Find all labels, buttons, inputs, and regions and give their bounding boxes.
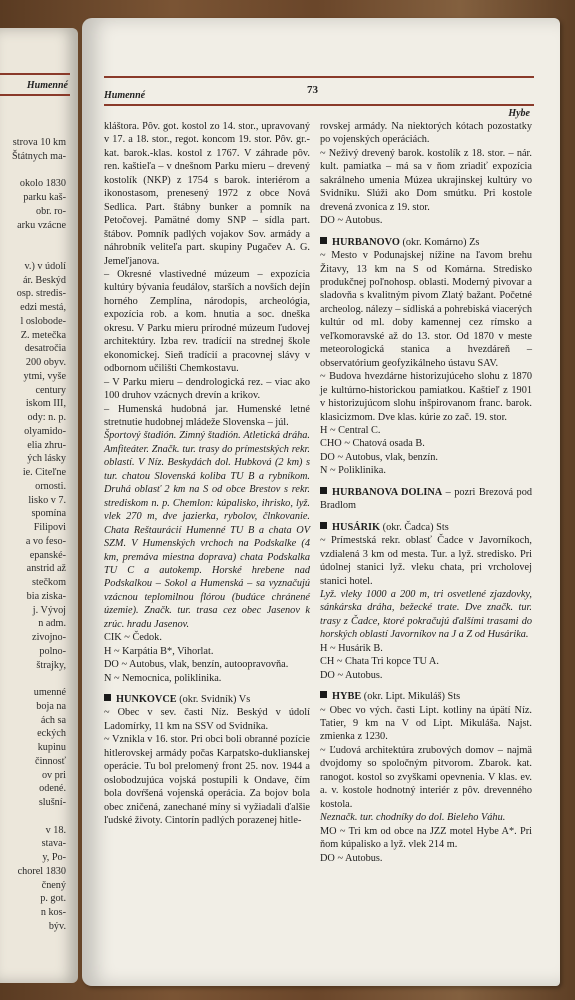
- paragraph: DO ~ Autobus.: [320, 215, 383, 227]
- left-page-line: ár. Beskýd: [22, 274, 66, 286]
- left-page-line: býv.: [48, 920, 66, 932]
- paragraph: rovskej armády. Na niektorých kótach pozostatky po vojenských operáciách.: [320, 121, 532, 146]
- entry-title: HUNKOVCE: [116, 694, 177, 706]
- left-page-line: epanské-: [29, 549, 66, 561]
- left-page: [0, 28, 78, 983]
- left-page-line: kupinu: [37, 742, 66, 753]
- paragraph: CHO ~ Chatová osada B.: [320, 438, 425, 450]
- paragraph: N ~ Nemocnica, poliklinika.: [104, 672, 222, 684]
- left-page-text: [0, 136, 72, 934]
- header-rule-bottom: [104, 104, 534, 106]
- left-page-line: bia ziska-: [26, 590, 66, 602]
- paragraph: CH ~ Chata Tri kopce TU A.: [320, 656, 439, 668]
- text-column-right: [320, 120, 532, 865]
- paragraph: ~ Prímestská rekr. oblasť Čadce v Javorníkoch, vzdialená 3 km od mesta. Tur. a lyž. stredisko. Pri údolnej stanici lyž. vleku chata, pri vrcholovej stanici hotel.: [320, 535, 532, 587]
- left-page-line: desatročia: [24, 343, 66, 355]
- paragraph: DO ~ Autobus, vlak, benzín.: [320, 451, 438, 463]
- entry-subtitle: (okr. Komárno) Zs: [399, 236, 480, 248]
- left-page-line: [0, 232, 66, 246]
- left-page-line: [0, 810, 66, 824]
- paragraph: Športový štadión. Zimný štadión. Atletická dráha. Amfiteáter. Značk. tur. trasy do prímestských rekr. oblastí. V Níz. Beskydách dol. Hubková (2 km) s tur. chatou Slovenská koliba TU B a rybníkom. Druhá oblasť 2 km na S od obce Brestov s rekr. strediskom n. p. Chemlon: kúpalisko, ihrisko, lyž. vlek 270 m, dve jazierka, rybolov, člnkovanie. Chata Reštaurácií Humenné TU B a chata OV SZM. V Humenských vrchoch na Podskalke (4 km, premáva miestna doprava) chata Podskalka TU C a autokemp. Horské hrebene nad Podskalkou – Sokol a Humenská – sa vyznačujú vzácnou teplomilnou flórou (budúce chránené územie). Značk. tur. trasa cez obec Jasenov k zrúc. hradu Jasenov.: [104, 430, 310, 630]
- entry-heading: [320, 690, 532, 703]
- paragraph: kláštora. Pôv. got. kostol zo 14. stor., upravovaný v 17. a 18. stor., regot. koncom 19. stor. Pôv. gr.-kat. barok.-klas. kostol z 1767. V záhrade pôv. ren. kaštieľa – v dnešnom Parku mieru – drevený kostolík (NKP) z 1754 s barok. interiérom a ikonostasom, prenesený 1972 z obce Nová Sedlica. Part. štábny bunker a pomník na Petočovej. Pamätné domy SNP – sídla part. štábov. Pomník padlých vojakov Sov. armády a náhrobník veliteľa part. skupiny Pugačev A. G. Jemeľjanova.: [104, 121, 310, 267]
- entry-title: HURBANOVA DOLINA: [332, 486, 443, 498]
- header-rule-top: [104, 76, 534, 78]
- entry-square-bullet-icon: [320, 237, 327, 244]
- paragraph: ~ Vznikla v 16. stor. Pri obci boli obranné pozície hitlerovskej armády počas Karpatsko-duklianskej operácie. Tu bol prelomený front 25. nov. 1944 a oslobodzujúca vojská postupili k Ondave, čím bola dovŕšená vojenská operácia. Za bojov bola obec zničená, zanechané míny si vyžiadali ďalšie ľudské životy. Cintorín padlých porazenej hitle-: [104, 734, 310, 827]
- left-page-line: čnený: [41, 879, 66, 891]
- paragraph: H ~ Karpátia B*, Vihorlat.: [104, 645, 214, 657]
- running-head-left: Humenné: [104, 90, 146, 101]
- left-page-line: ytmi, vyše: [23, 370, 66, 382]
- paragraph: DO ~ Autobus.: [320, 852, 383, 864]
- left-page-line: polno-: [39, 645, 66, 657]
- page-number: 73: [307, 84, 318, 96]
- left-page-line: činnosť: [35, 755, 66, 767]
- left-page-line: odené.: [39, 783, 66, 795]
- left-page-line: eckých: [37, 728, 66, 740]
- left-page-line: umenné: [33, 687, 66, 698]
- paragraph: – V Parku mieru – dendrologická rez. – viac ako 100 druhov vzácnych drevín a krikov.: [104, 376, 310, 402]
- entry-subtitle: (okr. Svidník) Vs: [176, 694, 251, 706]
- entry-square-bullet-icon: [320, 522, 327, 529]
- paragraph: Neznačk. tur. chodníky do dol. Bieleho Váhu.: [320, 812, 506, 824]
- paragraph: Lyž. vleky 1000 a 200 m, tri osvetlené zjazdovky, sánkárska dráha, bežecké trate. Dve značk. tur. trasy z Čadce, ktoré pokračujú ďalšími trasami do horských oblastí Javorníkov na J a Z od Husárika.: [320, 588, 532, 641]
- left-page-line: l oslobode-: [20, 315, 66, 327]
- left-page-line: stečkom: [32, 577, 66, 588]
- right-page: [82, 18, 560, 986]
- left-page-line: [0, 672, 66, 686]
- paragraph: ~ Ľudová architektúra zrubových domov – najmä dvojdomy so spoločným pitvorom. Zbarok. kat. ranogot. kostol so zvyškami opevnenia. V klas. ev. a. v. kostole hodnotný interiér z pôv. drevenného kostola.: [320, 744, 532, 810]
- left-page-line: ie. Citeľne: [22, 467, 66, 478]
- paragraph: DO ~ Autobus.: [320, 669, 383, 681]
- left-running-head: Humenné: [26, 80, 68, 91]
- left-header-rule: [0, 73, 70, 75]
- left-page-line: ody: n. p.: [27, 412, 66, 423]
- left-page-line: v.) v údolí: [24, 260, 66, 272]
- left-page-line: n kos-: [40, 907, 66, 918]
- left-page-line: Štátnych ma-: [11, 150, 66, 162]
- left-page-line: arku vzácne: [17, 219, 66, 231]
- entry-title: HURBANOVO: [332, 236, 400, 248]
- entry-subtitle: – pozri Brezová pod Bradlom: [320, 486, 532, 512]
- left-page-line: stava-: [41, 838, 66, 850]
- paragraph: – Humenská hudobná jar. Humenské letné stretnutie hudobnej mládeže Slovenska – júl.: [104, 403, 310, 428]
- paragraph: DO ~ Autobus, vlak, benzín, autoopravovňa.: [104, 659, 289, 671]
- left-page-line: elia zhru-: [27, 439, 66, 451]
- left-page-line: lisko v 7.: [28, 494, 66, 506]
- paragraph: H ~ Central C.: [320, 424, 381, 436]
- left-page-line: j. Vývoj: [32, 604, 66, 616]
- left-page-line: obr. ro-: [36, 205, 66, 217]
- entry-heading: [320, 521, 532, 534]
- entry-square-bullet-icon: [320, 487, 327, 494]
- paragraph: CIK ~ Čedok.: [104, 632, 162, 644]
- paragraph: ~ Budova hvezdárne historizujúceho slohu z 1870 je kultúrno-historickou pamiatkou. Kaštieľ z 1901 v historizujúcom slohu inšpirovanom franc. barok. klasicizmom. Dve klas. kúrie zo zač. 19. stor.: [320, 371, 532, 423]
- entry-square-bullet-icon: [104, 694, 111, 701]
- running-head-right: Hybe: [508, 108, 530, 119]
- paragraph: ~ Neživý drevený barok. kostolík z 18. stor. – nár. kult. pamiatka – má sa v ňom zriadiť expozícia sakrálneho umenia Múzea ukrajinskej kultúry vo Svidníku. Slúži ako Dom smútku. Pri kostole drevená zvonica z 19. stor.: [320, 147, 532, 213]
- left-page-line: v 18.: [45, 824, 66, 836]
- left-page-line: n adm.: [38, 618, 66, 630]
- left-page-line: [0, 164, 66, 178]
- paragraph: N ~ Poliklinika.: [320, 465, 386, 477]
- left-page-line: p. got.: [40, 893, 66, 905]
- paragraph: – Okresné vlastivedné múzeum – expozícia kultúry bývania feudálov, starších a novších dejín horného Zemplína, národopis, archeológia, expozícia rob. a kom. hnutia a soc. dneška okresu. V Parku mieru prírodné múzeum ľudovej architektúry. Izba rev. tradícií na strednej škole ekonomickej. Sieň tradícií a pracovnej slávy v odbornom učilišti Chemkostavu.: [104, 268, 310, 375]
- left-page-line: edzi mestá,: [20, 302, 66, 313]
- left-page-line: 200 obyv.: [25, 357, 66, 368]
- left-page-line: olyamido-: [24, 425, 66, 437]
- left-page-line: a vo feso-: [25, 535, 66, 547]
- left-page-line: [0, 246, 66, 260]
- left-page-line: zivojno-: [32, 632, 66, 643]
- left-page-line: ov pri: [41, 769, 66, 781]
- entry-subtitle: (okr. Lipt. Mikuláš) Sts: [361, 691, 461, 703]
- left-page-line: iskom III,: [25, 398, 66, 410]
- left-page-line: ách sa: [40, 714, 66, 726]
- left-page-line: okolo 1830: [19, 178, 66, 190]
- paragraph: ~ Obec v sev. časti Níz. Beskýd v údolí Ladomírky, 11 km na SSV od Svidníka.: [104, 707, 310, 732]
- entry-title: HYBE: [332, 691, 362, 703]
- paragraph: MO ~ Tri km od obce na JZZ motel Hybe A*. Pri ňom kúpalisko a lyž. vlek 214 m.: [320, 825, 532, 851]
- left-page-line: Z. metečka: [20, 329, 66, 341]
- entry-heading: [104, 693, 310, 706]
- text-column-left: [104, 120, 310, 828]
- left-page-line: osp. stredis-: [16, 288, 66, 300]
- paragraph: H ~ Husárik B.: [320, 642, 383, 654]
- left-page-line: chorel 1830: [17, 865, 66, 877]
- left-page-line: boja na: [36, 700, 66, 712]
- entry-subtitle: (okr. Čadca) Sts: [380, 521, 449, 533]
- entry-square-bullet-icon: [320, 691, 327, 698]
- left-page-line: spomína: [31, 508, 66, 520]
- left-page-line: štrajky,: [36, 659, 66, 671]
- paragraph: ~ Obec vo vých. časti Lipt. kotliny na úpätí Níz. Tatier, 9 km na V od Lipt. Mikuláša. Najst. zmienka z 1230.: [320, 704, 532, 743]
- entry-heading: [320, 486, 532, 513]
- left-header-rule-lower: [0, 94, 70, 96]
- paragraph: ~ Mesto v Podunajskej nížine na ľavom brehu Žitavy, 13 km na S od Komárna. Stredisko produkčnej poľnohosp. oblasti. Moderný pivovar a sladovňa s kvalitným pivom Zlatý bažant. Početné archeolog. nálezy – sídliská a pohrebiská viacerých kultúr od ml. doby kamennej cez rímsko a veľkomoravské až do 13. stor. Od 1870 v meste meteorologická stanica a hvezdáreň – observatórium geofyzikálneho ústavu SAV.: [320, 250, 532, 369]
- left-page-line: ornosti.: [35, 480, 66, 492]
- left-page-line: Filipovi: [33, 522, 66, 533]
- entry-heading: [320, 236, 532, 249]
- entry-title: HUSÁRIK: [332, 521, 381, 533]
- left-page-line: parku kaš-: [23, 192, 66, 203]
- left-page-line: ých lásky: [27, 453, 66, 465]
- left-page-line: strova 10 km: [12, 137, 66, 148]
- left-page-line: slušní-: [38, 797, 66, 808]
- left-page-line: century: [35, 384, 66, 396]
- left-page-line: y, Po-: [42, 852, 66, 863]
- left-page-line: anstrid až: [26, 563, 66, 575]
